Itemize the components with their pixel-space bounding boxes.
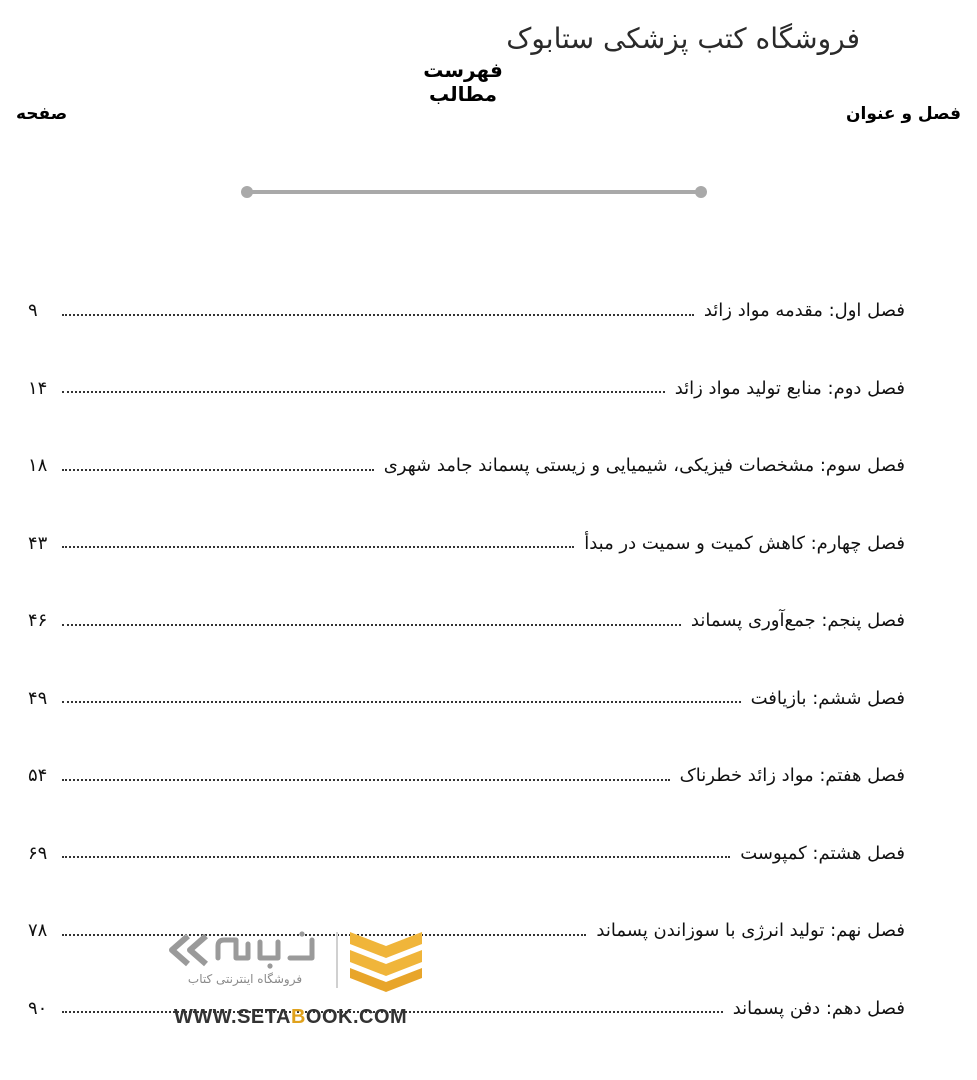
store-title: فروشگاه کتب پزشکی ستابوک (506, 22, 860, 55)
toc-entry-title: فصل چهارم: کاهش کمیت و سمیت در مبدأ (584, 532, 905, 554)
brand-tagline: فروشگاه اینترنتی کتاب (187, 972, 303, 986)
toc-entry-page: ۴۶ (28, 610, 48, 632)
toc-entry-page: ۷۸ (28, 920, 48, 942)
toc-row[interactable] (28, 505, 905, 583)
toc-entry-page: ۹۰ (28, 997, 48, 1019)
divider-cap-right (695, 186, 707, 198)
toc-entry-page: ۴۳ (28, 532, 48, 554)
toc-row[interactable] (28, 350, 905, 428)
divider-cap-left (241, 186, 253, 198)
toc-entry-page: ۱۸ (28, 455, 48, 477)
book-chevron-logo-icon (346, 928, 426, 992)
page-column-header: صفحه (16, 104, 68, 124)
toc-entry-page: ۵۴ (28, 765, 48, 787)
chapter-column-header: فصل و عنوان (845, 104, 961, 124)
toc-row[interactable] (28, 815, 905, 893)
dot-leader (62, 701, 741, 703)
toc-row[interactable] (28, 427, 905, 505)
toc-entry-title: فصل هفتم: مواد زائد خطرناک (679, 765, 905, 787)
toc-entry-page: ۱۴ (28, 377, 48, 399)
toc-entry-title: فصل دهم: دفن پسماند (732, 997, 905, 1019)
toc-entry-title: فصل سوم: مشخصات فیزیکی، شیمیایی و زیستی پسماند جامد شهری (383, 455, 905, 477)
url-accent: B (290, 1006, 306, 1028)
dot-leader (62, 314, 694, 316)
dot-leader (62, 856, 730, 858)
dot-leader (62, 624, 681, 626)
toc-entry-page: ۶۹ (28, 842, 48, 864)
url-suffix: OOK.COM (305, 1006, 408, 1028)
toc-row[interactable] (28, 272, 905, 350)
toc-entry-title: فصل هشتم: کمپوست (740, 842, 905, 864)
toc-entry-title: فصل اول: مقدمه مواد زائد (703, 300, 905, 322)
dot-leader (62, 469, 374, 471)
toc-row[interactable] (28, 582, 905, 660)
toc-entry-page: ۹ (28, 300, 38, 322)
toc-entry-title: فصل دوم: منابع تولید مواد زائد (674, 377, 905, 399)
toc-entry-page: ۴۹ (28, 687, 48, 709)
toc-row[interactable] (28, 737, 905, 815)
brand-url (174, 1006, 407, 1029)
toc-row[interactable] (28, 660, 905, 738)
brand-wordmark-logo (166, 930, 316, 970)
toc-entry-title: فصل پنجم: جمع‌آوری پسماند (690, 610, 905, 632)
dot-leader (62, 779, 670, 781)
setabook-watermark (160, 928, 440, 1032)
dot-leader (62, 391, 665, 393)
url-prefix: WWW.SETA (174, 1006, 291, 1028)
decorative-divider (241, 186, 707, 198)
divider-bar (247, 190, 701, 194)
dot-leader (62, 546, 574, 548)
toc-entry-title: فصل نهم: تولید انرژی با سوزاندن پسماند (596, 920, 905, 942)
toc-entry-title: فصل ششم: بازیافت (750, 687, 905, 709)
page-title: فهرست مطالب (423, 58, 503, 106)
brand-separator (336, 932, 338, 988)
